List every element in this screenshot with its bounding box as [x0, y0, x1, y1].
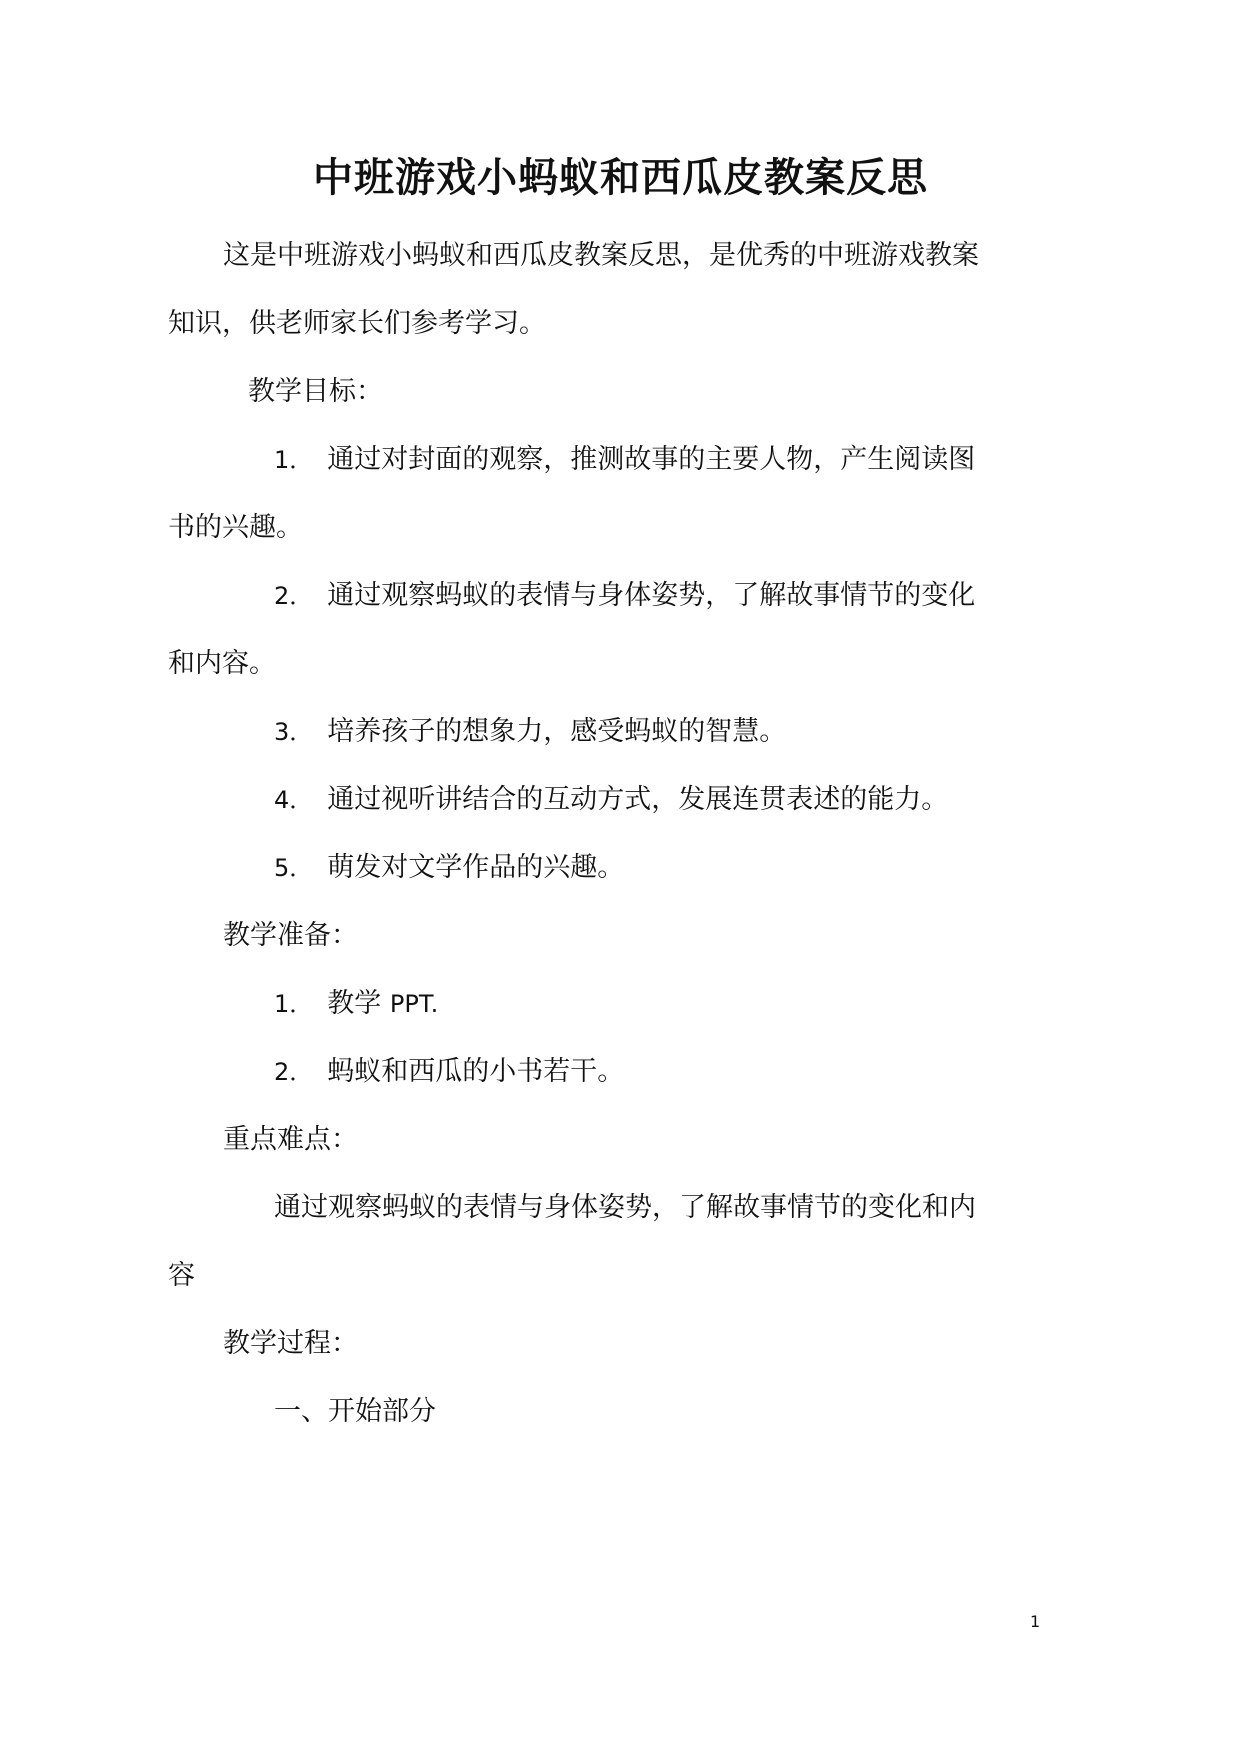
intro-line-1: 这是中班游戏小蚂蚁和西瓜皮教案反思，是优秀的中班游戏教案	[223, 240, 979, 271]
list-number: 1．	[274, 990, 314, 1018]
list-text: 通过对封面的观察，推测故事的主要人物，产生阅读图	[327, 444, 976, 475]
intro-line-2: 知识，供老师家长们参考学习。	[168, 308, 546, 339]
list-number: 2．	[274, 582, 314, 610]
list-text: 蚂蚁和西瓜的小书若干。	[327, 1056, 625, 1087]
key-points-heading: 重点难点：	[223, 1124, 358, 1155]
list-number: 2．	[274, 1058, 314, 1086]
preparation-heading: 教学准备：	[223, 920, 358, 951]
process-heading: 教学过程：	[223, 1328, 358, 1359]
objectives-heading: 教学目标：	[248, 376, 383, 407]
key-points-line-2: 容	[168, 1260, 195, 1291]
objective-item-continuation: 和内容。	[168, 648, 276, 679]
list-number: 3．	[274, 718, 314, 746]
objective-item-continuation: 书的兴趣。	[168, 512, 303, 543]
list-number: 4．	[274, 786, 314, 814]
list-number: 5．	[274, 854, 314, 882]
key-points-line-1: 通过观察蚂蚁的表情与身体姿势，了解故事情节的变化和内	[274, 1192, 976, 1223]
list-text: 教学	[327, 988, 390, 1019]
list-text: 培养孩子的想象力，感受蚂蚁的智慧。	[327, 716, 787, 747]
preparation-item	[274, 984, 438, 1024]
list-text: 萌发对文学作品的兴趣。	[327, 852, 625, 883]
list-text: 通过观察蚂蚁的表情与身体姿势，了解故事情节的变化	[327, 580, 976, 611]
list-text: 通过视听讲结合的互动方式，发展连贯表述的能力。	[327, 784, 949, 815]
preparation-item	[274, 1052, 624, 1092]
list-text-latin: PPT.	[389, 990, 439, 1018]
list-number: 1．	[274, 446, 314, 474]
process-section-title: 一、开始部分	[274, 1396, 436, 1427]
objective-item	[274, 848, 624, 888]
document-title: 中班游戏小蚂蚁和西瓜皮教案反思	[313, 154, 928, 201]
objective-item	[274, 780, 948, 820]
objective-item	[274, 440, 975, 480]
objective-item	[274, 576, 975, 616]
objective-item	[274, 712, 786, 752]
page-number: 1	[1030, 1612, 1041, 1631]
